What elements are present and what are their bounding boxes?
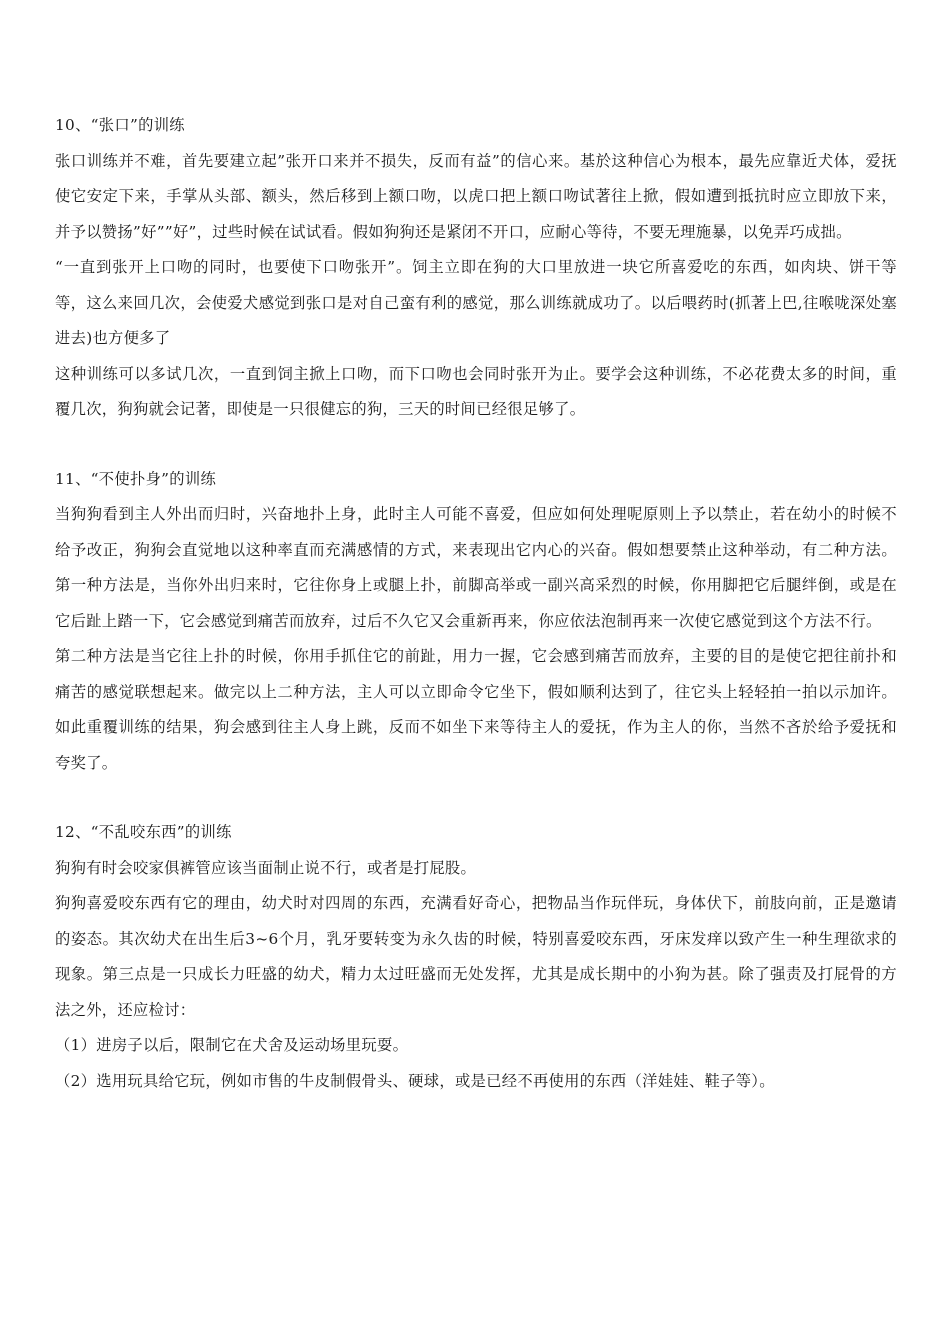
paragraph: “一直到张开上口吻的同时，也要使下口吻张开”。饲主立即在狗的大口里放进一块它所喜爱吃的东西，如肉块、饼干等等，这么来回几次，会使爱犬感觉到张口是对自己蛮有利的感觉，那么训练就成功了。以后喂药时(抓著上巴,往喉咙深处塞进去)也方便多了	[55, 258, 897, 347]
section-no-chewing-training	[55, 815, 897, 1099]
document-page	[55, 108, 897, 1133]
paragraph: 这种训练可以多试几次，一直到饲主掀上口吻，而下口吻也会同时张开为止。要学会这种训练，不必花费太多的时间，重覆几次，狗狗就会记著，即使是一只很健忘的狗，三天的时间已经很足够了。	[55, 364, 897, 418]
section-heading: 12、“不乱咬东西”的训练	[55, 823, 232, 841]
paragraph: 狗狗喜爱咬东西有它的理由，幼犬时对四周的东西，充满看好奇心，把物品当作玩伴玩，身体伏下，前肢向前，正是邀请的姿态。其次幼犬在出生后3~6个月，乳牙要转变为永久齿的时候，特别喜爱咬东西，牙床发痒以致产生一种生理欲求的现象。第三点是一只成长力旺盛的幼犬，精力太过旺盛而无处发挥，尤其是成长期中的小狗为甚。除了强责及打屁骨的方法之外，还应检讨：	[55, 894, 897, 1019]
section-heading: 11、“不使扑身”的训练	[55, 469, 217, 488]
paragraph: 第二种方法是当它往上扑的时候，你用手抓住它的前趾，用力一握，它会感到痛苦而放弃，主要的目的是使它把往前扑和痛苦的感觉联想起来。做完以上二种方法，主人可以立即命令它坐下，假如顺利达到了，往它头上轻轻拍一拍以示加许。如此重覆训练的结果，狗会感到往主人身上跳，反而不如坐下来等待主人的爱抚，作为主人的你，当然不吝於给予爱抚和夸奖了。	[55, 647, 897, 772]
section-mouth-opening-training	[55, 108, 897, 428]
paragraph: 当狗狗看到主人外出而归时，兴奋地扑上身，此时主人可能不喜爱，但应如何处理呢原则上予以禁止，若在幼小的时候不给予改正，狗狗会直觉地以这种率直而充满感情的方式，来表现出它内心的兴奋。假如想要禁止这种举动，有二种方法。第一种方法是，当你外出归来时，它往你身上或腿上扑，前脚高举或一副兴高采烈的时候，你用脚把它后腿绊倒，或是在它后趾上踏一下，它会感觉到痛苦而放弃，过后不久它又会重新再来，你应依法泡制再来一次使它感觉到这个方法不行。	[55, 505, 897, 630]
paragraph: 张口训练并不难，首先要建立起”张开口来并不损失，反而有益”的信心来。基於这种信心为根本，最先应靠近犬体，爱抚使它安定下来，手掌从头部、额头，然后移到上额口吻，以虎口把上额口吻试著往上掀，假如遭到抵抗时应立即放下来，并予以赞扬”好””好”，过些时候在试试看。假如狗狗还是紧闭不开口，应耐心等待，不要无理施暴，以免弄巧成拙。	[55, 151, 897, 241]
section-heading: 10、“张口”的训练	[55, 116, 185, 134]
paragraph: 狗狗有时会咬家俱裤管应该当面制止说不行，或者是打屁股。	[55, 858, 477, 877]
section-no-jumping-training	[55, 462, 897, 782]
list-item: （1）进房子以后，限制它在犬舍及运动场里玩耍。	[55, 1036, 409, 1054]
list-item: （2）选用玩具给它玩，例如市售的牛皮制假骨头、硬球，或是已经不再使用的东西（洋娃娃、鞋子等）。	[55, 1071, 775, 1090]
